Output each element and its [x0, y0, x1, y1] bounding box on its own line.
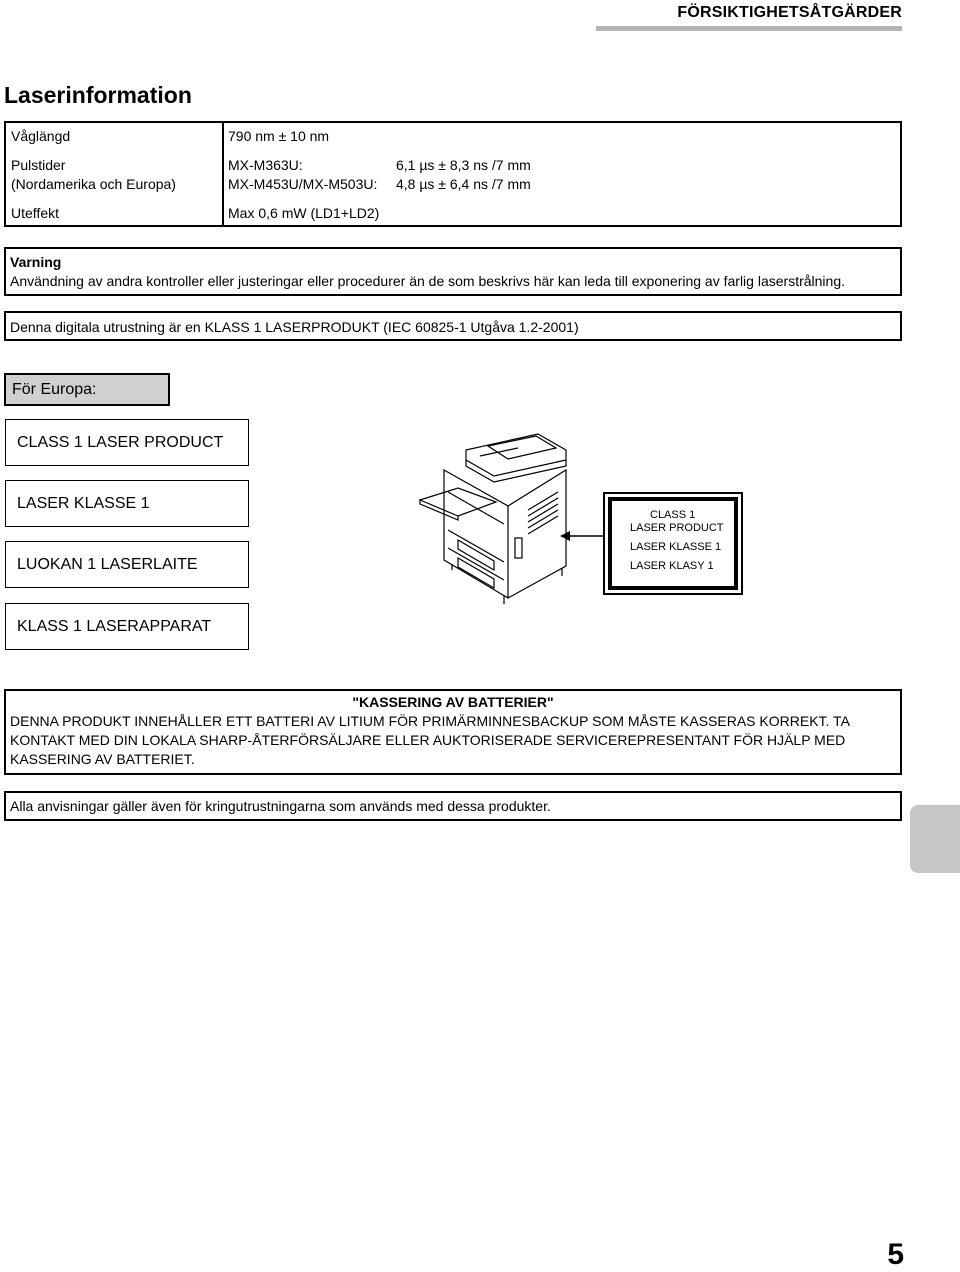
header-title: FÖRSIKTIGHETSÅTGÄRDER — [677, 4, 902, 21]
sticker-line-2: LASER PRODUCT — [630, 522, 724, 534]
table-divider — [222, 123, 224, 225]
chapter-tab — [910, 805, 960, 873]
pulse-label-line1: Pulstider — [11, 157, 66, 173]
laser-class-sticker — [603, 492, 743, 595]
pulse-label-line2: (Nordamerika och Europa) — [11, 176, 176, 192]
pulse-value-1: 6,1 µs ± 8,3 ns /7 mm — [396, 157, 531, 173]
sticker-line-3: LASER KLASSE 1 — [630, 541, 722, 553]
europe-label-4: KLASS 1 LASERAPPARAT — [5, 603, 249, 650]
power-value: Max 0,6 mW (LD1+LD2) — [228, 205, 380, 221]
power-label: Uteffekt — [11, 205, 59, 221]
class-statement: Denna digitala utrustning är en KLASS 1 LASERPRODUKT (IEC 60825-1 Utgåva 1.2-2001) — [10, 319, 579, 335]
wavelength-label: Våglängd — [11, 128, 71, 144]
sticker-line-1: CLASS 1 — [650, 509, 696, 521]
europe-label-3: LUOKAN 1 LASERLAITE — [5, 541, 249, 588]
header-rule — [596, 26, 902, 31]
peripherals-note: Alla anvisningar gäller även för kringutrustningarna som används med dessa produkter. — [10, 798, 551, 814]
arrow-icon — [560, 530, 604, 542]
pulse-model-2: MX-M453U/MX-M503U: — [228, 176, 378, 192]
copier-illustration — [418, 430, 578, 610]
peripherals-note-box — [4, 791, 902, 821]
europe-label-2: LASER KLASSE 1 — [5, 480, 249, 527]
sticker-line-4: LASER KLASY 1 — [630, 560, 714, 572]
battery-title: "KASSERING AV BATTERIER" — [352, 694, 554, 710]
battery-text: DENNA PRODUKT INNEHÅLLER ETT BATTERI AV LITIUM FÖR PRIMÄRMINNESBACKUP SOM MÅSTE KASSERAS KORREKT. TA KONTAKT MED DIN LOKALA SHARP-ÅTERFÖRSÄLJARE ELLER AUKTORISERADE SERVICEREPRESENTANT FÖR HJÄLP MED KASSERING AV BATTERIET. — [10, 713, 850, 767]
battery-disposal-box — [4, 689, 902, 775]
warning-text: Användning av andra kontroller eller justeringar eller procedurer än de som beskrivs här kan leda till exponering av farlig laserstrålning. — [10, 273, 845, 289]
laser-spec-table — [4, 121, 902, 227]
wavelength-value: 790 nm ± 10 nm — [228, 128, 330, 144]
warning-box — [4, 247, 902, 296]
section-title: Laserinformation — [4, 82, 192, 108]
page-number: 5 — [887, 1238, 904, 1271]
pulse-model-1: MX-M363U: — [228, 157, 303, 173]
class-statement-box — [4, 311, 902, 341]
europe-heading: För Europa: — [4, 373, 170, 406]
pulse-value-2: 4,8 µs ± 6,4 ns /7 mm — [396, 176, 531, 192]
warning-title: Varning — [10, 254, 62, 270]
europe-label-1: CLASS 1 LASER PRODUCT — [5, 419, 249, 466]
